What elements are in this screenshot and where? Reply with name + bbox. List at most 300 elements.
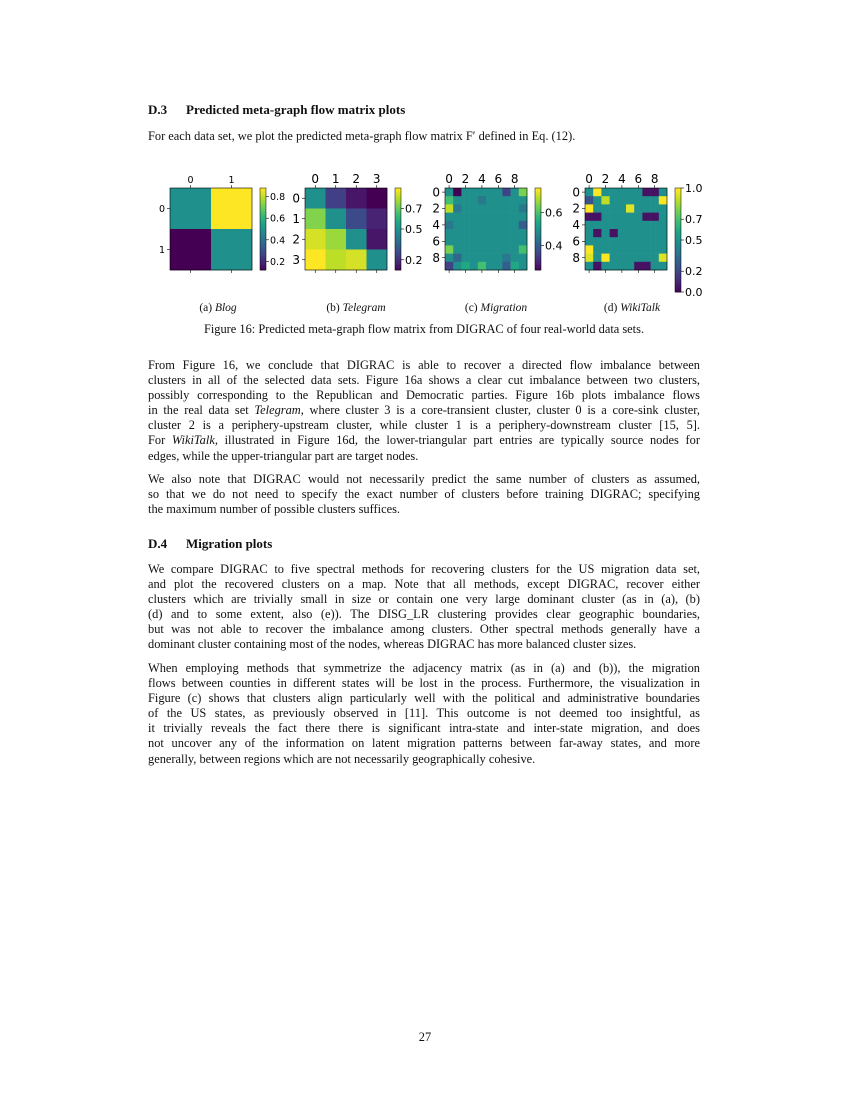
text-line: clusters which are trivially small in size or contain one very large dominant cluster (as in (a), (b) bbox=[148, 592, 700, 607]
heatmap-cell bbox=[326, 229, 347, 250]
italic-term: WikiTalk bbox=[171, 433, 215, 448]
x-tick-label: 2 bbox=[352, 172, 361, 186]
x-tick-label: 1 bbox=[331, 172, 340, 186]
heatmap-cell bbox=[445, 237, 454, 246]
section-title: Migration plots bbox=[186, 536, 273, 551]
colorbar-segment bbox=[675, 219, 681, 222]
heatmap-cell bbox=[601, 237, 610, 246]
heatmap-cell bbox=[519, 245, 528, 254]
heatmap-cell bbox=[634, 229, 643, 238]
heatmap-cell bbox=[618, 262, 627, 271]
heatmap-cell bbox=[659, 245, 668, 254]
text-line: the maximum number of possible clusters suffices. bbox=[148, 502, 401, 517]
heatmap-cell bbox=[305, 250, 326, 271]
subcaption-label: (d) bbox=[603, 302, 621, 314]
heatmap-cell bbox=[445, 196, 454, 205]
heatmap-cell bbox=[659, 262, 668, 271]
heatmap-cell bbox=[618, 213, 627, 222]
heatmap-cell bbox=[461, 262, 470, 271]
colorbar-tick-label: 0.4 bbox=[545, 239, 563, 253]
heatmap-cell bbox=[601, 213, 610, 222]
heatmap-cell bbox=[659, 254, 668, 263]
heatmap-cell bbox=[305, 229, 326, 250]
heatmap-cell bbox=[326, 188, 347, 209]
colorbar-segment bbox=[675, 227, 681, 230]
heatmap-cell bbox=[601, 245, 610, 254]
heatmap-cell bbox=[618, 229, 627, 238]
heatmap-cell bbox=[486, 262, 495, 271]
heatmap-cell bbox=[494, 245, 503, 254]
heatmap-cell bbox=[618, 254, 627, 263]
heatmap-cell bbox=[626, 188, 635, 197]
heatmap-cell bbox=[585, 204, 594, 213]
heatmap-cell bbox=[478, 196, 487, 205]
text-line: For WikiTalk, illustrated in Figure 16d, the lower-triangular part entries are typically source nodes for bbox=[148, 433, 700, 448]
heatmap-cell bbox=[634, 245, 643, 254]
heatmap-cell bbox=[519, 237, 528, 246]
x-tick-label: 2 bbox=[601, 172, 610, 186]
x-tick-label: 4 bbox=[478, 172, 486, 186]
subcaption-name: Telegram bbox=[342, 302, 386, 314]
heatmap-cell bbox=[593, 204, 602, 213]
x-tick-label: 6 bbox=[634, 172, 643, 186]
heatmap-cell bbox=[367, 188, 388, 209]
colorbar-segment bbox=[675, 243, 681, 246]
colorbar-tick-label: 0.2 bbox=[685, 265, 703, 279]
colorbar-tick-label: 0.0 bbox=[685, 286, 703, 298]
heatmap-cell bbox=[511, 237, 519, 246]
heatmap-cell bbox=[461, 196, 470, 205]
colorbar-segment bbox=[675, 188, 681, 191]
heatmap-cell bbox=[502, 229, 511, 238]
heatmap-cell bbox=[626, 262, 635, 271]
heatmap-cell bbox=[470, 262, 479, 271]
heatmap-cell bbox=[478, 237, 487, 246]
text-line: Figure (c) shows that clusters align particularly well with the political and administrative boundaries bbox=[148, 691, 700, 706]
heatmap-cell bbox=[626, 237, 635, 246]
y-tick-label: 4 bbox=[572, 218, 580, 233]
heatmap-wikitalk bbox=[563, 168, 703, 298]
heatmap-cell bbox=[453, 221, 462, 230]
section-title: Predicted meta-graph flow matrix plots bbox=[186, 102, 406, 117]
figure-caption: Figure 16: Predicted meta-graph flow matrix from DIGRAC of four real-world data sets. bbox=[203, 322, 645, 336]
heatmap-cell bbox=[305, 188, 326, 209]
colorbar-segment bbox=[675, 269, 681, 272]
heatmap-cell bbox=[453, 262, 462, 271]
x-tick-label: 1 bbox=[228, 175, 235, 186]
heatmap-cell bbox=[453, 196, 462, 205]
colorbar-segment bbox=[675, 224, 681, 227]
heatmap-cell bbox=[618, 204, 627, 213]
heatmap-cell bbox=[601, 196, 610, 205]
paragraph-d3-2 bbox=[148, 472, 700, 517]
x-tick-label: 8 bbox=[650, 172, 659, 186]
section-number: D.4 bbox=[148, 536, 168, 551]
colorbar-tick-label: 0.2 bbox=[270, 256, 286, 268]
heatmap-cell bbox=[511, 196, 519, 205]
heatmap-cell bbox=[305, 209, 326, 230]
text-line: generally, between regions which are not necessarily geographically cohesive. bbox=[148, 751, 536, 766]
heatmap-cell bbox=[659, 229, 668, 238]
text-line: From Figure 16, we conclude that DIGRAC is able to recover a directed flow imbalance between bbox=[148, 358, 700, 372]
heatmap-cell bbox=[367, 229, 388, 250]
text-line: edges, while the upper-triangular part are target nodes. bbox=[148, 448, 419, 463]
colorbar-segment bbox=[675, 198, 681, 201]
colorbar-segment bbox=[675, 287, 681, 290]
colorbar-tick-label: 0.7 bbox=[405, 202, 423, 216]
colorbar-segment bbox=[675, 263, 681, 266]
colorbar-segment bbox=[675, 206, 681, 209]
y-tick-label: 4 bbox=[432, 218, 440, 233]
heatmap-cell bbox=[651, 188, 660, 197]
heatmap-cell bbox=[651, 262, 660, 271]
heatmap-cell bbox=[585, 221, 594, 230]
x-tick-label: 0 bbox=[445, 172, 453, 186]
heatmap-cell bbox=[634, 213, 643, 222]
colorbar-segment bbox=[675, 235, 681, 238]
colorbar-segment bbox=[675, 222, 681, 225]
subcaption-d bbox=[572, 302, 692, 314]
text-line: it trivially reveals the fact there there is significant intra-state and inter-state migration, and does bbox=[148, 721, 700, 736]
heatmap-cell bbox=[593, 262, 602, 271]
heatmap-cell bbox=[610, 229, 619, 238]
heatmap-cell bbox=[618, 245, 627, 254]
heatmap-cell bbox=[610, 188, 619, 197]
heatmap-cell bbox=[470, 204, 479, 213]
heatmap-cell bbox=[651, 213, 660, 222]
heatmap-cell bbox=[642, 204, 651, 213]
text-line: in the real data set Telegram, where cluster 3 is a core-transient cluster, cluster 0 is a core-sink cluster, bbox=[148, 403, 700, 418]
heatmap-cell bbox=[642, 237, 651, 246]
heatmap-cell bbox=[519, 262, 528, 271]
heatmap-cell bbox=[478, 262, 487, 271]
heatmap-cell bbox=[453, 237, 462, 246]
colorbar-segment bbox=[675, 274, 681, 277]
heatmap-cell bbox=[461, 245, 470, 254]
y-tick-label: 2 bbox=[432, 201, 440, 216]
heatmap-cell bbox=[651, 229, 660, 238]
heatmap-cell bbox=[626, 254, 635, 263]
text-line: clusters in all of the selected data sets. Figure 16a shows a clear cut imbalance between two clusters, bbox=[148, 373, 700, 388]
heatmap-cell bbox=[642, 229, 651, 238]
subcaption-a bbox=[158, 302, 278, 314]
heatmap-cell bbox=[626, 221, 635, 230]
heatmap-cell bbox=[585, 188, 594, 197]
heatmap-cell bbox=[601, 204, 610, 213]
heatmap-cell bbox=[486, 237, 495, 246]
heatmap-cell bbox=[626, 229, 635, 238]
heatmap-cell bbox=[494, 204, 503, 213]
text-line: not uncover any of the information on latent migration patterns between far-away states, and more bbox=[148, 736, 700, 751]
intro-text: For each data set, we plot the predicted meta-graph flow matrix F′ defined in Eq. (12). bbox=[148, 129, 576, 143]
heatmap-cell bbox=[453, 254, 462, 263]
heatmap-cell bbox=[445, 221, 454, 230]
y-tick-label: 6 bbox=[432, 234, 440, 249]
x-tick-label: 4 bbox=[618, 172, 626, 186]
heatmap-cell bbox=[651, 237, 660, 246]
heatmap-cell bbox=[585, 213, 594, 222]
heatmap-cell bbox=[593, 237, 602, 246]
subcaption-name: Migration bbox=[480, 302, 528, 314]
heatmap-cell bbox=[511, 204, 519, 213]
heatmap-cell bbox=[453, 213, 462, 222]
text-line: cluster 2 is a periphery-upstream cluster, while cluster 1 is a periphery-downstream cluster [15, 5]. bbox=[148, 418, 700, 433]
intro-paragraph bbox=[148, 129, 700, 144]
heatmap-cell bbox=[445, 262, 454, 271]
heatmap-cell bbox=[502, 262, 511, 271]
heatmap-migration bbox=[423, 168, 563, 298]
heatmap-cell bbox=[618, 196, 627, 205]
subcaption-name: Blog bbox=[214, 302, 237, 314]
colorbar-tick-label: 0.7 bbox=[685, 213, 703, 227]
colorbar-segment bbox=[675, 284, 681, 287]
italic-term: Telegram bbox=[254, 403, 301, 418]
colorbar-tick-label: 0.2 bbox=[405, 253, 423, 267]
heatmap-cell bbox=[618, 188, 627, 197]
x-tick-label: 0 bbox=[311, 172, 320, 186]
heatmap-cell bbox=[502, 196, 511, 205]
colorbar-tick-label: 0.6 bbox=[545, 206, 563, 220]
y-tick-label: 2 bbox=[572, 201, 580, 216]
colorbar-segment bbox=[675, 282, 681, 285]
heatmap-cell bbox=[593, 196, 602, 205]
y-tick-label: 0 bbox=[432, 185, 440, 200]
heatmap-cell bbox=[634, 237, 643, 246]
subcaption-c bbox=[436, 302, 556, 314]
colorbar-segment bbox=[675, 196, 681, 199]
heatmap-cell bbox=[585, 245, 594, 254]
heatmap-cell bbox=[511, 221, 519, 230]
heatmap-cell bbox=[445, 245, 454, 254]
heatmap-cell bbox=[651, 245, 660, 254]
y-tick-label: 0 bbox=[572, 185, 580, 200]
heatmap-cell bbox=[659, 237, 668, 246]
heatmap-cell bbox=[478, 213, 487, 222]
colorbar-segment bbox=[675, 279, 681, 282]
heatmap-cell bbox=[346, 188, 367, 209]
heatmap-cell bbox=[453, 245, 462, 254]
colorbar-segment bbox=[675, 230, 681, 233]
heatmap-cell bbox=[494, 262, 503, 271]
heatmap-cell bbox=[461, 237, 470, 246]
heatmap-cell bbox=[651, 204, 660, 213]
section-heading-d4 bbox=[148, 536, 272, 552]
heatmap-cell bbox=[634, 188, 643, 197]
heatmap-telegram bbox=[283, 168, 423, 298]
heatmap-cell bbox=[642, 221, 651, 230]
heatmap-cell bbox=[502, 221, 511, 230]
colorbar-segment bbox=[675, 256, 681, 259]
heatmap-cell bbox=[651, 221, 660, 230]
heatmap-cell bbox=[634, 262, 643, 271]
colorbar-segment bbox=[675, 232, 681, 235]
heatmap-cell bbox=[346, 209, 367, 230]
heatmap-cell bbox=[494, 188, 503, 197]
colorbar-tick-label: 0.5 bbox=[685, 234, 703, 247]
heatmap-cell bbox=[502, 237, 511, 246]
text-line: possibly corresponding to the Republican and Democratic parties. Figure 16b plots imbalance flows bbox=[148, 388, 700, 403]
heatmap-cell bbox=[593, 188, 602, 197]
text-line: flows between counties in different states will be lost in the process. Furthermore, the visualization in bbox=[148, 676, 700, 691]
colorbar-segment bbox=[675, 245, 681, 248]
heatmap-cell bbox=[585, 262, 594, 271]
x-tick-label: 0 bbox=[585, 172, 593, 186]
subcaption-name: WikiTalk bbox=[620, 302, 661, 314]
heatmap-cell bbox=[170, 188, 211, 229]
heatmap-cell bbox=[593, 229, 602, 238]
heatmap-cell bbox=[461, 213, 470, 222]
heatmap-cell bbox=[494, 213, 503, 222]
colorbar-tick-label: 0.8 bbox=[270, 192, 286, 204]
heatmap-cell bbox=[626, 213, 635, 222]
heatmap-cell bbox=[601, 254, 610, 263]
heatmap-cell bbox=[593, 245, 602, 254]
heatmap-cell bbox=[346, 250, 367, 271]
heatmap-cell bbox=[478, 229, 487, 238]
heatmap-cell bbox=[519, 213, 528, 222]
y-tick-label: 8 bbox=[572, 250, 580, 265]
colorbar-segment bbox=[675, 237, 681, 240]
heatmap-cell bbox=[367, 209, 388, 230]
colorbar-segment bbox=[675, 214, 681, 217]
heatmap-cell bbox=[486, 188, 495, 197]
heatmap-cell bbox=[367, 250, 388, 271]
heatmap-cell bbox=[461, 188, 470, 197]
heatmap-cell bbox=[610, 213, 619, 222]
heatmap-cell bbox=[445, 204, 454, 213]
heatmap-cell bbox=[494, 196, 503, 205]
heatmap-cell bbox=[445, 188, 454, 197]
heatmap-cell bbox=[461, 204, 470, 213]
heatmap-cell bbox=[170, 229, 211, 270]
heatmap-cell bbox=[461, 254, 470, 263]
heatmap-cell bbox=[634, 204, 643, 213]
colorbar-segment bbox=[675, 271, 681, 274]
heatmap-cell bbox=[642, 245, 651, 254]
colorbar-segment bbox=[675, 266, 681, 269]
heatmap-cell bbox=[519, 254, 528, 263]
y-tick-label: 1 bbox=[292, 211, 300, 226]
y-tick-label: 8 bbox=[432, 250, 440, 265]
colorbar-segment bbox=[675, 250, 681, 253]
y-tick-label: 0 bbox=[158, 203, 165, 215]
heatmap-cell bbox=[519, 188, 528, 197]
heatmap-cell bbox=[642, 262, 651, 271]
heatmap-cell bbox=[519, 204, 528, 213]
heatmap-cell bbox=[486, 196, 495, 205]
heatmap-cell bbox=[610, 245, 619, 254]
heatmap-cell bbox=[601, 221, 610, 230]
heatmap-cell bbox=[445, 229, 454, 238]
heatmap-cell bbox=[502, 213, 511, 222]
paragraph-d4-2 bbox=[148, 661, 700, 767]
heatmap-cell bbox=[478, 245, 487, 254]
heatmap-cell bbox=[453, 204, 462, 213]
heatmap-cell bbox=[519, 221, 528, 230]
subcaption-b bbox=[296, 302, 416, 314]
heatmap-cell bbox=[585, 237, 594, 246]
heatmap-cell bbox=[626, 245, 635, 254]
heatmap-cell bbox=[642, 196, 651, 205]
heatmap-cell bbox=[470, 245, 479, 254]
colorbar-segment bbox=[675, 201, 681, 204]
heatmap-cell bbox=[585, 229, 594, 238]
heatmap-cell bbox=[593, 254, 602, 263]
y-tick-label: 6 bbox=[572, 234, 580, 249]
heatmap-cell bbox=[634, 254, 643, 263]
heatmap-cell bbox=[478, 188, 487, 197]
colorbar-segment bbox=[675, 217, 681, 220]
text-line: but was not able to recover the imbalance among clusters. Other spectral methods generally have a bbox=[148, 622, 700, 637]
colorbar-segment bbox=[675, 193, 681, 196]
heatmap-cell bbox=[445, 254, 454, 263]
heatmap-cell bbox=[502, 188, 511, 197]
heatmap-cell bbox=[470, 213, 479, 222]
heatmap-cell bbox=[486, 213, 495, 222]
colorbar-segment bbox=[675, 211, 681, 214]
heatmap-cell bbox=[519, 229, 528, 238]
x-tick-label: 3 bbox=[372, 172, 381, 186]
heatmap-cell bbox=[593, 213, 602, 222]
page-number: 27 bbox=[418, 1030, 432, 1044]
heatmap-cell bbox=[601, 262, 610, 271]
heatmap-cell bbox=[494, 229, 503, 238]
heatmap-cell bbox=[461, 229, 470, 238]
heatmap-cell bbox=[634, 196, 643, 205]
heatmap-cell bbox=[470, 196, 479, 205]
heatmap-cell bbox=[642, 254, 651, 263]
text-line: so that we do not need to specify the exact number of clusters before training DIGRAC; specifying bbox=[148, 487, 700, 502]
heatmap-cell bbox=[659, 204, 668, 213]
heatmap-cell bbox=[326, 250, 347, 271]
heatmap-cell bbox=[593, 221, 602, 230]
text-line: (d) and to some extent, also (e)). The DISG_LR clustering provides clear geographic boundaries, bbox=[148, 607, 700, 622]
heatmap-cell bbox=[626, 204, 635, 213]
heatmap-cell bbox=[610, 237, 619, 246]
heatmap-cell bbox=[651, 254, 660, 263]
heatmap-cell bbox=[211, 188, 252, 229]
heatmap-cell bbox=[601, 188, 610, 197]
colorbar-segment bbox=[675, 204, 681, 207]
heatmap-cell bbox=[659, 221, 668, 230]
heatmap-cell bbox=[642, 213, 651, 222]
text-line: When employing methods that symmetrize the adjacency matrix (as in (a) and (b)), the migration bbox=[148, 661, 700, 675]
colorbar-tick-label: 1.0 bbox=[685, 182, 703, 195]
colorbar-segment bbox=[675, 209, 681, 212]
heatmap-cell bbox=[659, 213, 668, 222]
x-tick-label: 8 bbox=[510, 172, 519, 186]
colorbar-segment bbox=[675, 240, 681, 243]
heatmap-cell bbox=[511, 262, 519, 271]
section-number: D.3 bbox=[148, 102, 168, 117]
heatmap-cell bbox=[502, 204, 511, 213]
heatmap-cell bbox=[610, 254, 619, 263]
heatmap-cell bbox=[610, 262, 619, 271]
colorbar-tick-label: 0.6 bbox=[270, 213, 286, 225]
colorbar-segment bbox=[675, 276, 681, 279]
heatmap-cell bbox=[659, 196, 668, 205]
heatmap-cell bbox=[494, 221, 503, 230]
text-line: and plot the recovered clusters on a map. Note that all methods, except DIGRAC, recover either bbox=[148, 577, 700, 592]
heatmap-cell bbox=[346, 229, 367, 250]
colorbar-segment bbox=[675, 258, 681, 261]
y-tick-label: 2 bbox=[292, 232, 300, 247]
heatmap-cell bbox=[585, 196, 594, 205]
heatmap-cell bbox=[486, 245, 495, 254]
heatmap-cell bbox=[511, 245, 519, 254]
text-line: We also note that DIGRAC would not necessarily predict the same number of clusters as assumed, bbox=[148, 472, 700, 486]
heatmap-cell bbox=[659, 188, 668, 197]
